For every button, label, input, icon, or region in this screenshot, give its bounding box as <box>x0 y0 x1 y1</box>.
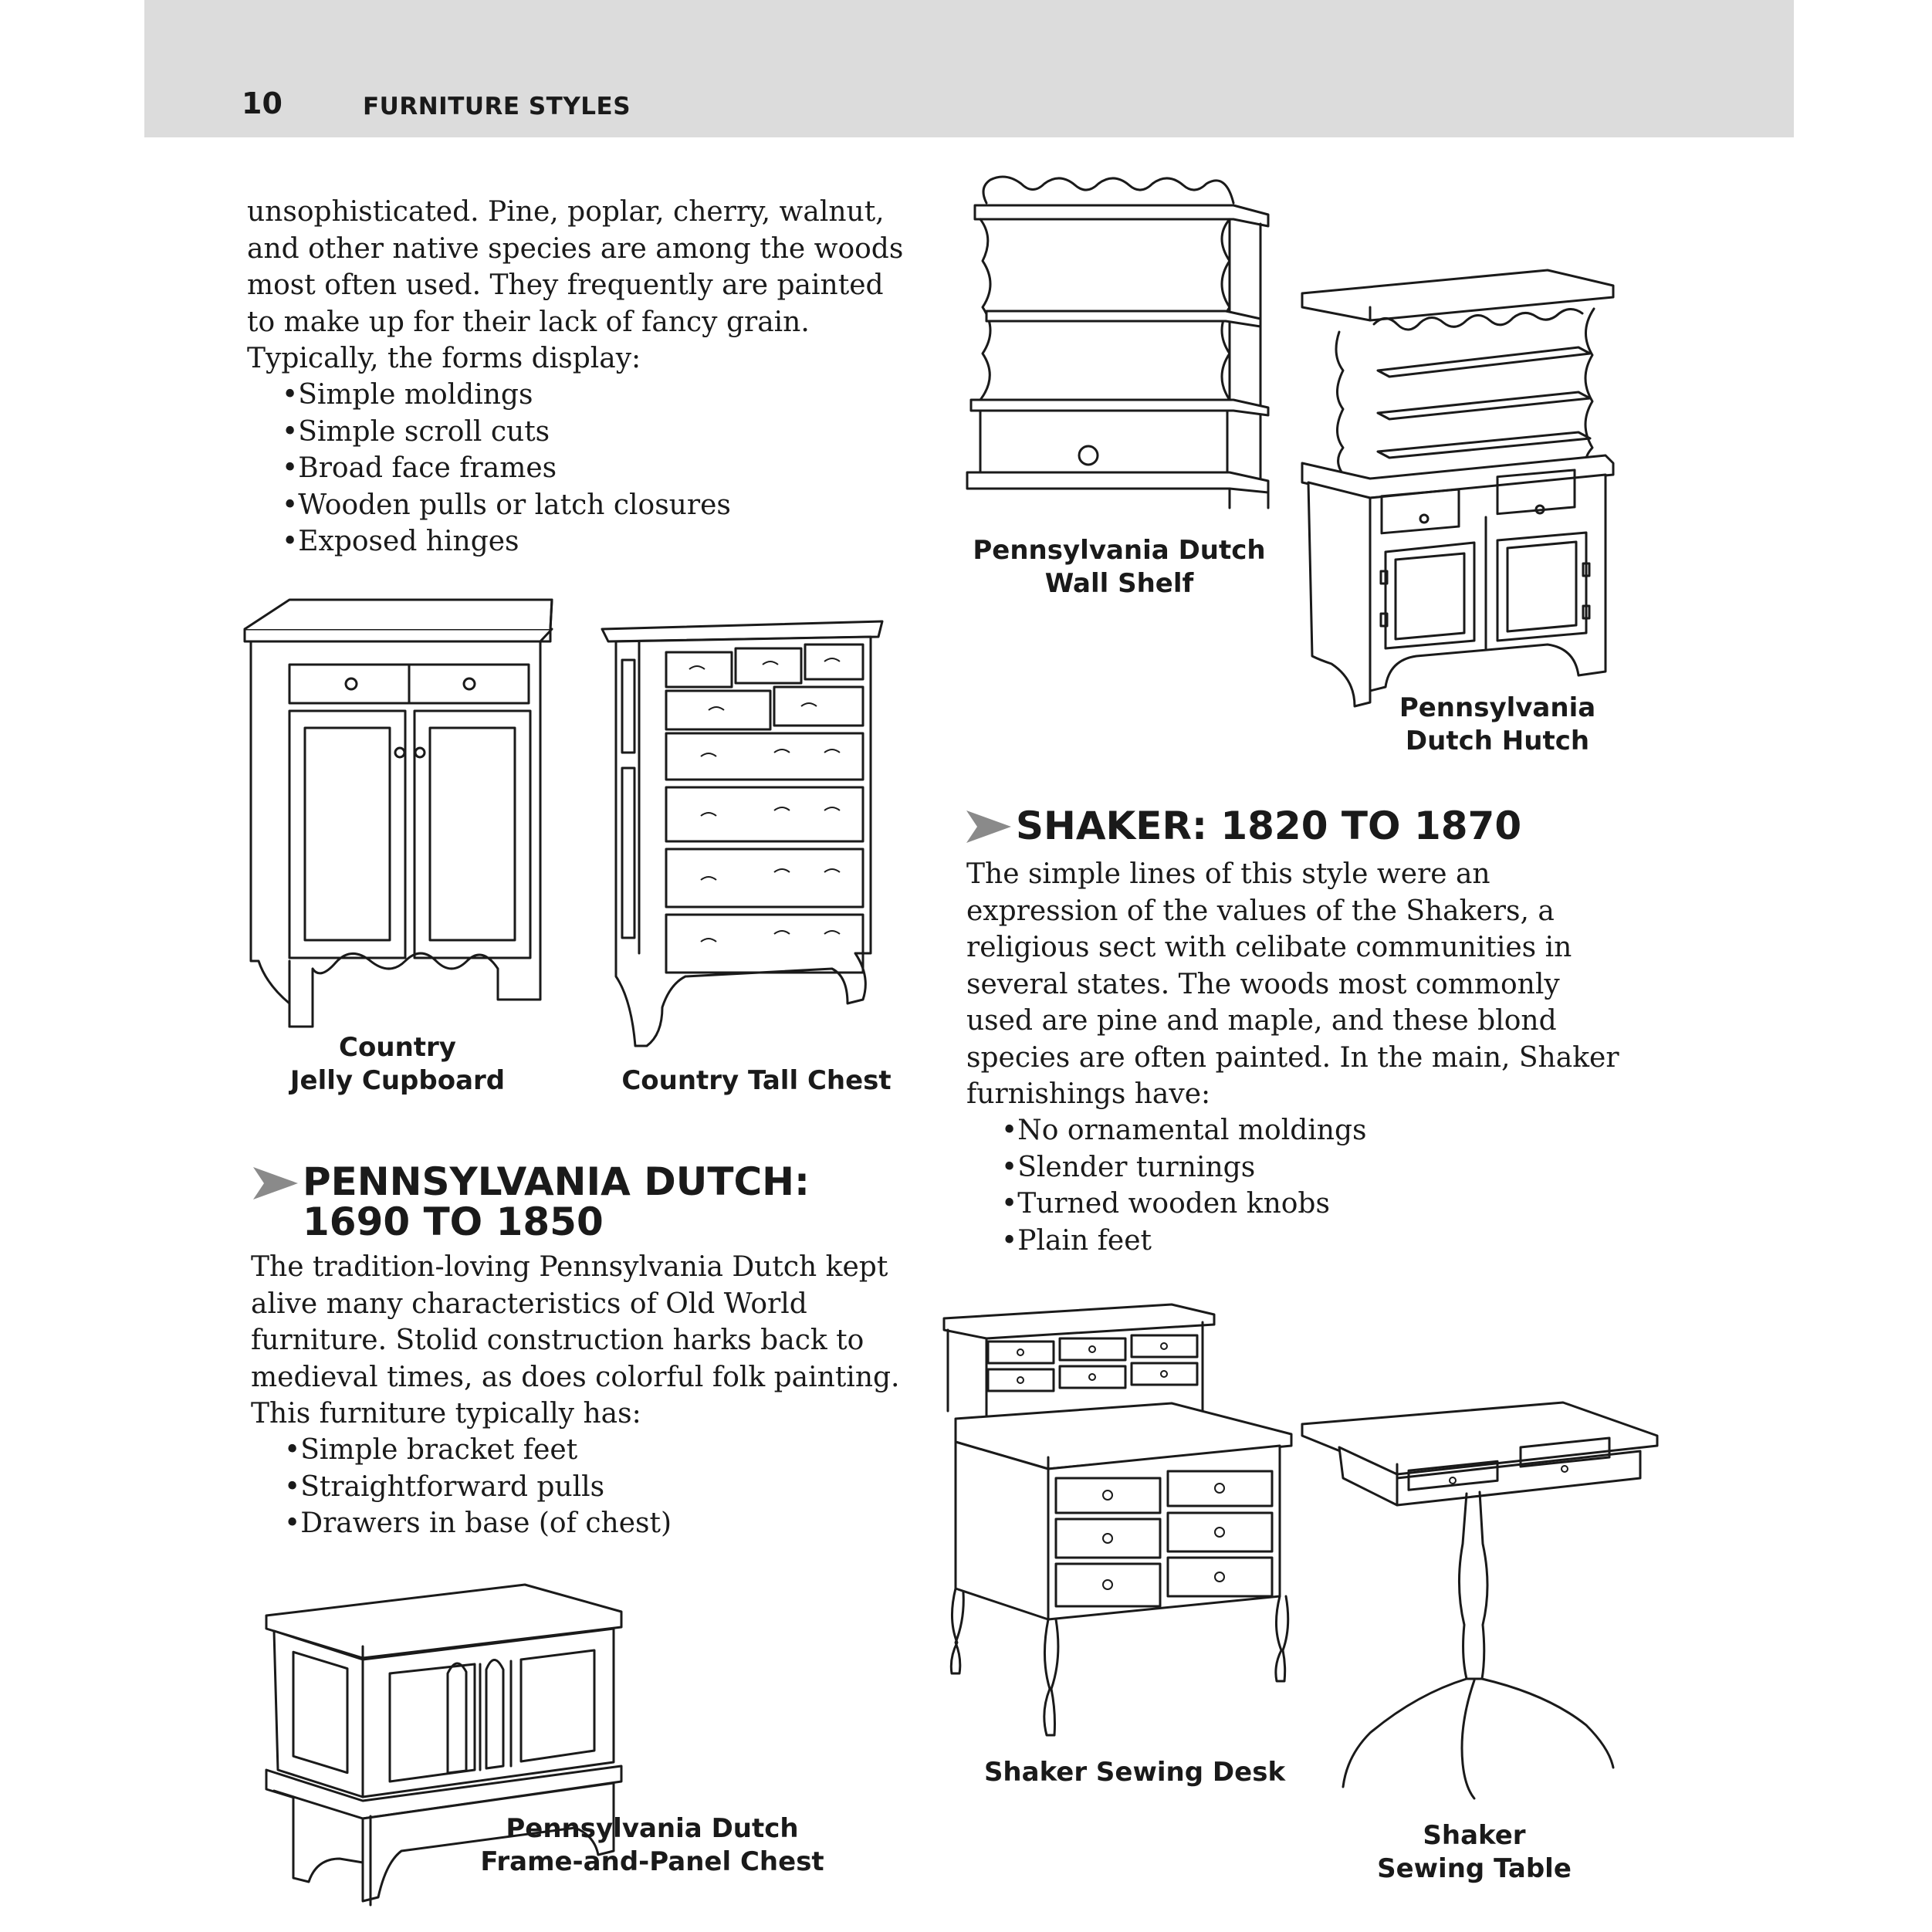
list-item: • Turned wooden knobs <box>1001 1186 1366 1223</box>
text-line: most often used. They frequently are painted <box>247 269 884 301</box>
sewing-desk-illustration <box>940 1295 1295 1743</box>
caption-line: Shaker Sewing Desk <box>983 1757 1286 1788</box>
caption-frame-and-panel-chest <box>452 1812 853 1879</box>
country-bullets <box>282 377 731 560</box>
shaker-body <box>966 856 1619 1113</box>
heading-line: 1690 TO 1850 <box>303 1199 604 1244</box>
caption-wall-shelf <box>949 534 1289 601</box>
penn-dutch-body <box>251 1249 900 1433</box>
list-item: • Simple moldings <box>282 377 731 414</box>
section-heading-penn-dutch <box>303 1159 810 1244</box>
text-line: and other native species are among the woods <box>247 232 904 265</box>
text-line: several states. The woods most commonly <box>966 968 1560 1000</box>
text-line: unsophisticated. Pine, poplar, cherry, walnut, <box>247 196 885 228</box>
penn-dutch-bullets <box>284 1432 672 1542</box>
list-item: • Broad face frames <box>282 450 731 487</box>
text-line: furnishings have: <box>966 1078 1211 1110</box>
caption-line: Country Tall Chest <box>621 1065 892 1096</box>
dutch-hutch-illustration <box>1301 255 1617 710</box>
caption-line: Pennsylvania Dutch <box>973 535 1266 566</box>
jelly-cupboard-illustration <box>243 598 560 1027</box>
wall-shelf-illustration <box>963 168 1272 508</box>
text-line: alive many characteristics of Old World <box>251 1287 807 1320</box>
text-line: used are pine and maple, and these blond <box>966 1005 1557 1037</box>
running-head: FURNITURE STYLES <box>363 93 631 120</box>
text-line: Typically, the forms display: <box>247 343 641 374</box>
caption-line: Dutch Hutch <box>1405 726 1590 756</box>
text-line: medieval times, as does colorful folk painting. <box>251 1361 900 1393</box>
list-item: • Simple scroll cuts <box>282 414 731 451</box>
caption-line: Wall Shelf <box>1044 568 1194 599</box>
caption-line: Jelly Cupboard <box>289 1065 506 1096</box>
text-line: The tradition-loving Pennsylvania Dutch kept <box>251 1251 888 1283</box>
list-item: • Simple bracket feet <box>284 1432 672 1469</box>
caption-tall-chest <box>602 1064 911 1098</box>
arrowhead-icon <box>253 1167 298 1199</box>
caption-line: Sewing Table <box>1377 1853 1572 1884</box>
list-item: • Drawers in base (of chest) <box>284 1505 672 1542</box>
list-item: • Slender turnings <box>1001 1149 1366 1186</box>
caption-hutch <box>1355 692 1640 758</box>
text-line: religious sect with celibate communities in <box>966 932 1572 963</box>
shaker-bullets <box>1001 1112 1366 1259</box>
sewing-table-illustration <box>1301 1401 1660 1802</box>
list-item: • Exposed hinges <box>282 523 731 560</box>
list-item: • Wooden pulls or latch closures <box>282 487 731 524</box>
caption-line: Shaker <box>1423 1820 1526 1851</box>
caption-sewing-desk <box>965 1756 1304 1789</box>
text-line: expression of the values of the Shakers, a <box>966 895 1555 927</box>
heading-line: PENNSYLVANIA DUTCH: <box>303 1159 810 1204</box>
caption-line: Pennsylvania Dutch <box>506 1813 799 1844</box>
page-number: 10 <box>242 86 283 120</box>
country-intro <box>247 194 903 377</box>
tall-chest-illustration <box>601 614 890 1050</box>
caption-line: Frame-and-Panel Chest <box>480 1846 824 1877</box>
caption-line: Country <box>339 1032 456 1063</box>
caption-jelly-cupboard <box>270 1031 525 1098</box>
text-line: species are often painted. In the main, Shaker <box>966 1041 1619 1074</box>
list-item: • Plain feet <box>1001 1223 1366 1260</box>
list-item: • Straightforward pulls <box>284 1469 672 1506</box>
text-line: furniture. Stolid construction harks back to <box>251 1325 864 1356</box>
text-line: This furniture typically has: <box>251 1398 641 1430</box>
text-line: to make up for their lack of fancy grain. <box>247 306 810 338</box>
section-heading-shaker: SHAKER: 1820 TO 1870 <box>1016 804 1522 848</box>
caption-line: Pennsylvania <box>1399 692 1596 723</box>
text-line: The simple lines of this style were an <box>966 858 1490 890</box>
caption-sewing-table <box>1335 1819 1613 1886</box>
arrowhead-icon <box>966 810 1011 843</box>
list-item: • No ornamental moldings <box>1001 1112 1366 1149</box>
